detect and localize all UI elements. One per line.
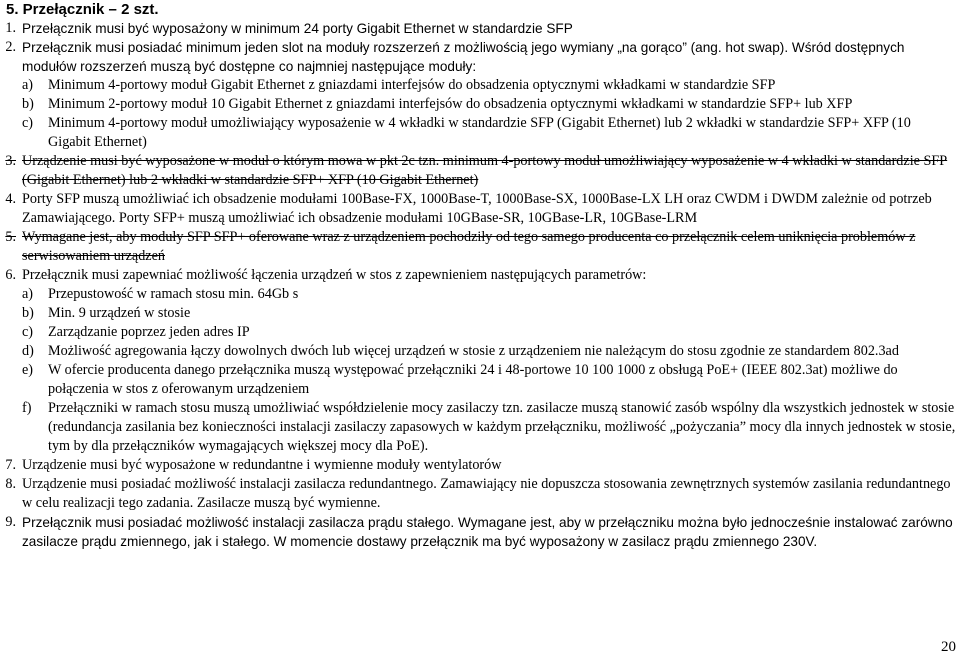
sub-item-6d — [0, 342, 956, 361]
list-item-8 — [0, 475, 956, 513]
sub-item-text: Przełączniki w ramach stosu muszą umożliwiać współdzielenie mocy zasilaczy tzn. zasilacze muszą stanowić zasób wspólny dla wszystkich jednostek w stosie (redundancja zasilania bez konieczności instalacji zasilaczy zapasowych w każdym przełączniku, możliwość „pożyczania” mocy dla innych jednostek w stosie, tym by dla przełączników wymagających większej mocy dla PoE). — [48, 400, 956, 454]
list-item-4 — [0, 190, 956, 228]
sub-item-text: Zarządzanie poprzez jeden adres IP — [48, 324, 250, 340]
sub-item-label: c) — [22, 324, 34, 340]
requirements-list — [0, 19, 956, 551]
sub-item-label: f) — [22, 400, 32, 416]
item-text: Urządzenie musi być wyposażone w redundantne i wymienne moduły wentylatorów — [22, 457, 502, 473]
item-number: 8. — [5, 476, 16, 492]
sub-item-label: b) — [22, 96, 34, 112]
item-text: Porty SFP muszą umożliwiać ich obsadzenie modułami 100Base-FX, 1000Base-T, 1000Base-SX, 1000Base-LX LH oraz CWDM i DWDM zależnie od potrzeb Zamawiającego. Porty SFP+ muszą umożliwiać ich obsadzenie modułami 10GBase-SR, 10GBase-LR, 10GBase-LRM — [22, 191, 932, 226]
sub-item-label: e) — [22, 362, 34, 378]
page-number: 20 — [941, 639, 956, 655]
sub-item-6c — [0, 323, 956, 342]
item-text: Urządzenie musi być wyposażone w moduł o którym mowa w pkt 2c tzn. minimum 4-portowy moduł umożliwiający wyposażenie w 4 wkładki w standardzie SFP (Gigabit Ethernet) lub 2 wkładki w standardzie SFP+ XFP (10 Gigabit Ethernet) — [22, 153, 948, 188]
list-item-5-struck — [0, 228, 956, 266]
sub-item-label: d) — [22, 343, 34, 359]
item-text-part-1: Przełącznik musi posiadać minimum jeden slot na moduły rozszerzeń z możliwością jego wymiany „na gorąco” (ang. hot swap). — [22, 40, 789, 55]
item-number: 3. — [5, 153, 16, 169]
sub-item-2c — [0, 114, 956, 152]
list-item-9 — [0, 513, 956, 551]
list-item-3-struck — [0, 152, 956, 190]
item-number: 6. — [5, 267, 16, 283]
item-text: Wymagane jest, aby moduły SFP SFP+ oferowane wraz z urządzeniem pochodziły od tego samego producenta co przełącznik celem uniknięcia problemów z serwisowaniem urządzeń — [22, 229, 916, 264]
sub-item-2b — [0, 95, 956, 114]
list-item-6 — [0, 266, 956, 285]
item-number: 2. — [5, 39, 16, 55]
sub-item-text: Przepustowość w ramach stosu min. 64Gb s — [48, 286, 299, 302]
item-text-part-2: Wśród dostępnych modułów rozszerzeń muszą być dostępne co najmniej następujące moduły: — [22, 40, 905, 74]
list-item-1 — [0, 19, 956, 38]
item-number: 9. — [5, 514, 16, 530]
list-item-7 — [0, 456, 956, 475]
list-item-2 — [0, 38, 956, 76]
sub-item-label: a) — [22, 77, 34, 93]
item-number: 1. — [5, 20, 16, 36]
sub-item-text: Minimum 4-portowy moduł umożliwiający wyposażenie w 4 wkładki w standardzie SFP (Gigabit Ethernet) lub 2 wkładki w standardzie SFP+ XFP (10 Gigabit Ethernet) — [48, 115, 911, 150]
sub-item-text: Minimum 2-portowy moduł 10 Gigabit Ethernet z gniazdami interfejsów do obsadzenia optycznymi wkładkami w standardzie SFP+ lub XFP — [48, 96, 853, 112]
item-number: 5. — [5, 229, 16, 245]
sub-item-label: b) — [22, 305, 34, 321]
sub-item-text: W ofercie producenta danego przełącznika muszą występować przełączniki 24 i 48-portowe 10 100 1000 z obsługą PoE+ (IEEE 802.3at) możliwe do połączenia w stos z oferowanym urządzeniem — [48, 362, 898, 397]
sub-item-6f — [0, 399, 956, 456]
item-number: 7. — [5, 457, 16, 473]
item-text — [22, 38, 956, 76]
item-text: Przełącznik musi być wyposażony w minimum 24 porty Gigabit Ethernet w standardzie SFP — [22, 21, 573, 36]
sub-item-label: c) — [22, 115, 34, 131]
sub-item-text: Możliwość agregowania łączy dowolnych dwóch lub więcej urządzeń w stosie z urządzeniem nie należącym do stosu zgodnie ze standardem 802.3ad — [48, 343, 899, 359]
sub-item-text: Minimum 4-portowy moduł Gigabit Ethernet z gniazdami interfejsów do obsadzenia optycznymi wkładkami w standardzie SFP — [48, 77, 776, 93]
item-number: 4. — [5, 191, 16, 207]
item-text: Przełącznik musi zapewniać możliwość łączenia urządzeń w stos z zapewnieniem następujących parametrów: — [22, 267, 647, 283]
sub-item-2a — [0, 76, 956, 95]
sub-item-6b — [0, 304, 956, 323]
item-text: Przełącznik musi posiadać możliwość instalacji zasilacza prądu stałego. Wymagane jest, aby w przełączniku można było jednocześnie instalować zarówno zasilacze prądu zmiennego, jak i stałego. W momencie dostawy przełącznik ma być wyposażony w zasilacz prądu zmiennego 230V. — [22, 515, 953, 549]
sub-item-label: a) — [22, 286, 34, 302]
sub-item-6a — [0, 285, 956, 304]
sub-item-6e — [0, 361, 956, 399]
sub-item-text: Min. 9 urządzeń w stosie — [48, 305, 191, 321]
item-text: Urządzenie musi posiadać możliwość instalacji zasilacza redundantnego. Zamawiający nie dopuszcza stosowania zewnętrznych systemów zasilania redundantnego w celu realizacji tego zadania. Zasilacze muszą być wymienne. — [22, 476, 951, 511]
section-heading: 5. Przełącznik – 2 szt. — [6, 1, 159, 18]
